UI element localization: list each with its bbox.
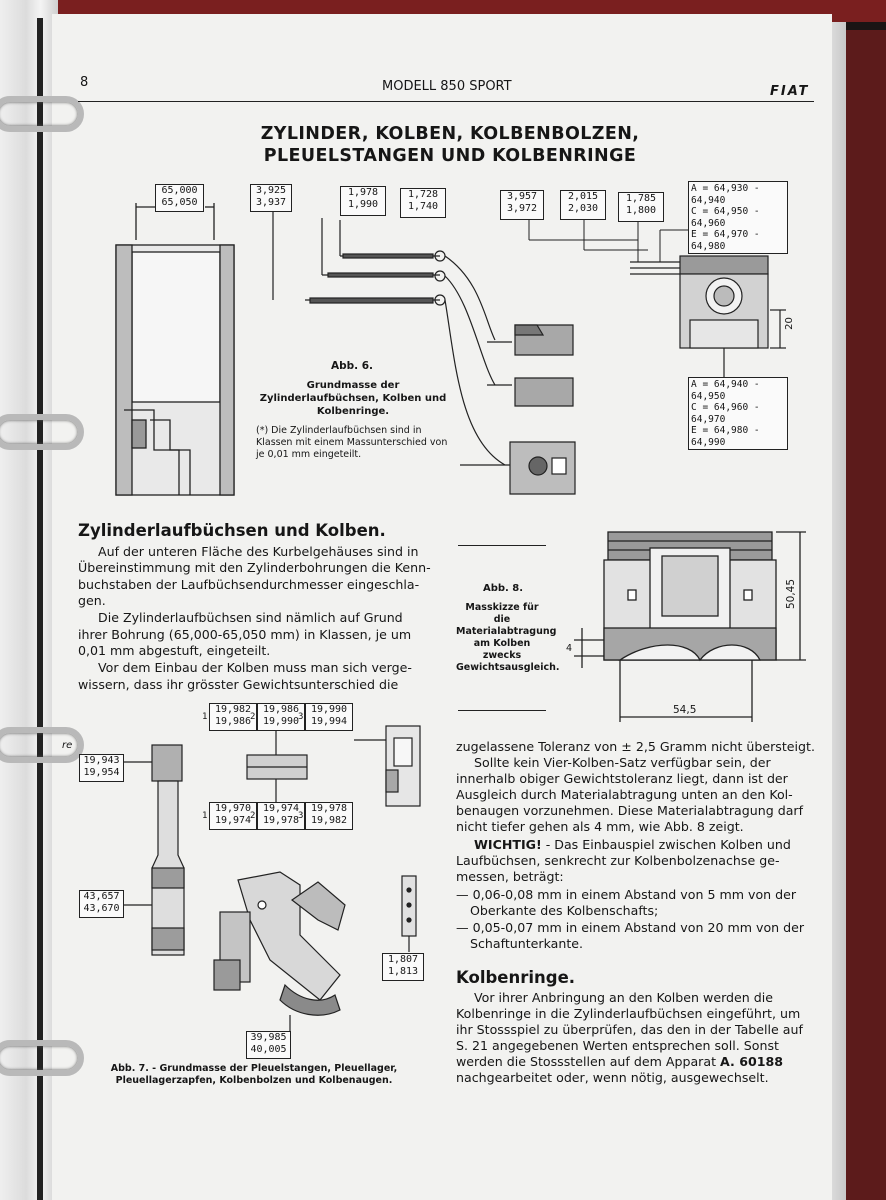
small-end-dimension: 19,943 19,954 (79, 754, 124, 782)
section1-line: ihrer Bohrung (65,000-65,050 mm) in Klassen, je um (78, 627, 412, 642)
fig8-width-dimension: 54,5 (673, 704, 697, 716)
wichtig-line: Oberkante des Kolbenschafts; (470, 903, 659, 918)
section3-line: S. 21 angegebenen Werten entsprechen soll. Sonst (456, 1038, 779, 1053)
wichtig-line: — 0,05-0,07 mm in einem Abstand von 20 mm von der (456, 920, 805, 935)
fig6-caption: Grundmasse der Zylinderlaufbüchsen, Kolben und Kolbenringe. (259, 380, 447, 417)
section3-line: werden die Stossstellen auf dem Apparat A. 60188 (456, 1054, 784, 1069)
fig8-caption: Masskizze für die Materialabtragung am Kolben zwecks Gewichtsausgleich. (456, 602, 560, 673)
fig8-label: Abb. 8. (482, 583, 524, 594)
section1-line: gen. (78, 593, 106, 608)
piston-dimension-20: 20 (783, 317, 795, 330)
section3-line: ihr Stossspiel zu überprüfen, das den in der Tabelle auf (456, 1022, 803, 1037)
section3-line: nachgearbeitet oder, wenn nötig, ausgewechselt. (456, 1070, 769, 1085)
wichtig-label: WICHTIG! (474, 837, 542, 852)
section1-line: Übereinstimmung mit den Zylinderbohrungen die Kenn- (78, 560, 431, 575)
fig7-caption: Abb. 7. - Grundmasse der Pleuelstangen, Pleuellager, Pleuellagerzapfen, Kolbenbolzen und Kolbenaugen. (110, 1063, 398, 1086)
wichtig-line: messen, beträgt: (456, 869, 564, 884)
section2-line: zugelassene Toleranz von ± 2,5 Gramm nicht übersteigt. (456, 739, 815, 754)
apparatus-code: A. 60188 (720, 1054, 784, 1069)
groove3-dimension: 1,785 1,800 (618, 192, 664, 222)
wichtig-line: Laufbüchsen, senkrecht zur Kolbenbolzenachse ge- (456, 853, 780, 868)
section1-line: Vor dem Einbau der Kolben muss man sich verge- (98, 660, 412, 675)
section1-line: 0,01 mm abgestuft, eingeteilt. (78, 643, 271, 658)
wichtig-line: WICHTIG! - Das Einbauspiel zwischen Kolben und (474, 837, 791, 852)
ring3-dimension: 1,728 1,740 (400, 188, 446, 218)
section2-line: benaugen vorzunehmen. Diese Materialabtragung darf (456, 803, 804, 818)
header-brand-logo: FIAT (770, 84, 810, 99)
fig8-height-dimension: 50,45 (785, 578, 798, 610)
page-title-line2: PLEUELSTANGEN UND KOLBENRINGE (263, 146, 637, 166)
crank-pin-dimension: 39,985 40,005 (246, 1031, 291, 1059)
groove2-dimension: 2,015 2,030 (560, 190, 606, 220)
piston-classes-top: A = 64,930 - 64,940 C = 64,950 - 64,960 E = 64,970 - 64,980 (688, 181, 788, 254)
big-end-dimension: 43,657 43,670 (79, 890, 124, 918)
groove1-dimension: 3,957 3,972 (500, 190, 544, 220)
section1-line: buchstaben der Laufbüchsendurchmesser eingeschla- (78, 577, 420, 592)
fig6-note: (*) Die Zylinderlaufbüchsen sind in Klassen mit einem Massunterschied von je 0,01 mm eingeteilt. (256, 425, 448, 460)
bearing-class-bottom-1: 1 19,970 19,974 (209, 802, 257, 830)
bearing-class-top-2: 2 19,986 19,990 (257, 703, 305, 731)
wichtig-line: — 0,06-0,08 mm in einem Abstand von 5 mm von der (456, 887, 797, 902)
header-model: MODELL 850 SPORT (382, 79, 512, 94)
page-title-line1: ZYLINDER, KOLBEN, KOLBENBOLZEN, (260, 124, 640, 144)
section2-line: Ausgleich durch Materialabtragung unten an den Kol- (456, 787, 793, 802)
section-heading-rings: Kolbenringe. (456, 968, 576, 987)
section1-line: wissern, dass ihr grösster Gewichtsunterschied die (78, 677, 399, 692)
section2-line: Sollte kein Vier-Kolben-Satz verfügbar sein, der (474, 755, 771, 770)
section1-line: Die Zylinderlaufbüchsen sind nämlich auf Grund (98, 610, 403, 625)
fig7-margin-fragment: re (62, 740, 73, 751)
bearing-class-top-1: 1 19,982 19,986 (209, 703, 257, 731)
ring1-dimension: 3,925 3,937 (250, 184, 292, 212)
ring2-dimension: 1,978 1,990 (340, 186, 386, 216)
bearing-class-bottom-2: 2 19,974 19,978 (257, 802, 305, 830)
piston-classes-bottom: A = 64,940 - 64,950 C = 64,960 - 64,970 E = 64,980 - 64,990 (688, 377, 788, 450)
section3-line: Kolbenringe in die Zylinderlaufbüchsen eingeführt, um (456, 1006, 801, 1021)
fig6-label: Abb. 6. (330, 360, 374, 372)
fig8-depth-dimension: 4 (566, 643, 573, 654)
bearing-class-top-3: 3 19,990 19,994 (305, 703, 353, 731)
section3-line: Vor ihrer Anbringung an den Kolben werden die (474, 990, 774, 1005)
bearing-class-bottom-3: 3 19,978 19,982 (305, 802, 353, 830)
wichtig-line: Schaftunterkante. (470, 936, 584, 951)
section1-line: Auf der unteren Fläche des Kurbelgehäuses sind in (98, 544, 419, 559)
page-number: 8 (80, 75, 89, 90)
section2-line: innerhalb obiger Gewichtstoleranz liegt, dann ist der (456, 771, 788, 786)
section-heading-liners: Zylinderlaufbüchsen und Kolben. (78, 521, 386, 540)
section2-line: nicht tiefer gehen als 4 mm, wie Abb. 8 zeigt. (456, 819, 744, 834)
liner-bore-dimension: 65,000 65,050 (155, 184, 204, 212)
shell-thickness-dimension: 1,807 1,813 (382, 953, 424, 981)
